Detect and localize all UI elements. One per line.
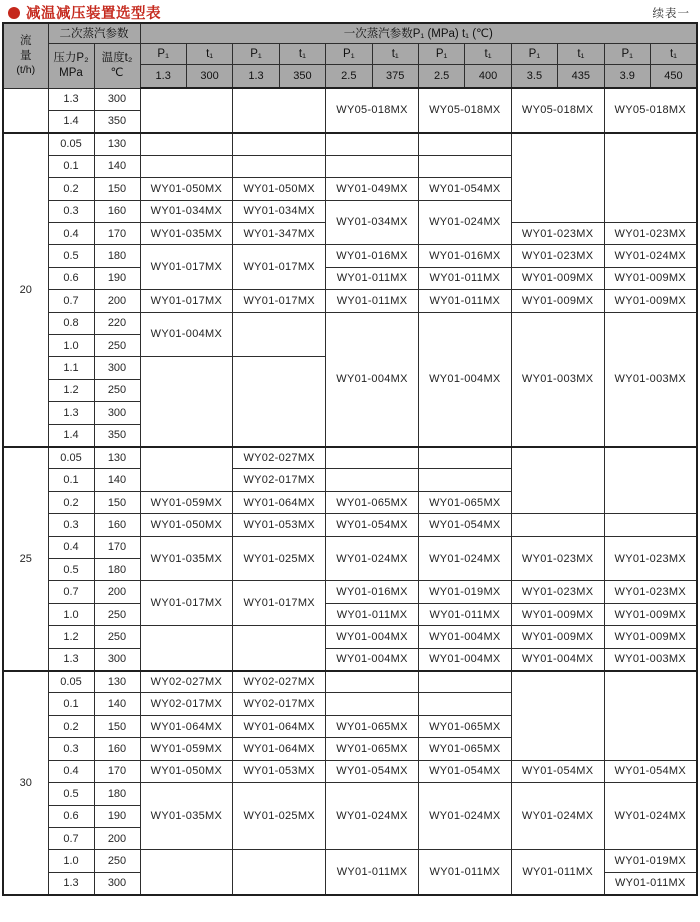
pt-label-cell: P₁	[418, 43, 464, 64]
model-cell: WY01-017MX	[140, 290, 233, 312]
flow-header-cell	[3, 23, 48, 88]
pressure-value-cell: 0.6	[48, 805, 94, 827]
empty-cell	[418, 447, 511, 469]
pressure-value-cell: 0.5	[48, 245, 94, 267]
temperature-value-cell: 250	[94, 850, 140, 872]
pressure-value-cell: 0.05	[48, 447, 94, 469]
table-row	[3, 536, 697, 558]
pressure-value-cell: 1.2	[48, 626, 94, 648]
model-cell: WY01-023MX	[511, 536, 604, 581]
model-cell: WY01-009MX	[511, 626, 604, 648]
model-cell: WY01-009MX	[604, 603, 697, 625]
page-title: 减温减压装置选型表	[26, 6, 161, 22]
primary-value-cell: 3.9	[604, 64, 650, 88]
empty-cell	[511, 514, 604, 536]
pressure-value-cell: 0.5	[48, 783, 94, 805]
pt-label-cell: P₁	[326, 43, 372, 64]
table-header	[3, 23, 697, 88]
pressure-label: 压力P₂	[53, 52, 89, 65]
model-cell: WY01-034MX	[326, 200, 419, 245]
model-cell: WY01-011MX	[418, 290, 511, 312]
temperature-value-cell: 300	[94, 357, 140, 379]
model-cell: WY01-035MX	[140, 783, 233, 850]
model-cell: WY01-011MX	[418, 850, 511, 895]
temperature-value-cell: 190	[94, 805, 140, 827]
model-cell: WY01-004MX	[418, 312, 511, 446]
pressure-value-cell: 1.0	[48, 334, 94, 356]
model-cell: WY01-050MX	[140, 760, 233, 782]
model-cell: WY02-027MX	[140, 671, 233, 693]
primary-value-cell: 2.5	[326, 64, 372, 88]
model-cell: WY01-004MX	[418, 626, 511, 648]
model-cell: WY01-009MX	[604, 626, 697, 648]
table-row	[3, 850, 697, 872]
empty-cell	[233, 357, 326, 447]
temperature-value-cell: 160	[94, 514, 140, 536]
empty-cell	[233, 312, 326, 357]
primary-value-cell: 2.5	[418, 64, 464, 88]
empty-cell	[511, 447, 604, 514]
primary-value-cell: 1.3	[140, 64, 186, 88]
empty-cell	[604, 514, 697, 536]
model-cell: WY01-004MX	[326, 648, 419, 670]
model-cell: WY01-011MX	[418, 267, 511, 289]
secondary-temperature-header	[94, 43, 140, 88]
empty-cell	[233, 133, 326, 155]
temperature-value-cell: 250	[94, 626, 140, 648]
model-cell: WY01-064MX	[233, 715, 326, 737]
pressure-value-cell: 0.1	[48, 155, 94, 177]
model-cell: WY05-018MX	[511, 88, 604, 133]
temperature-label: 温度t₂	[101, 52, 133, 65]
table-row	[3, 290, 697, 312]
model-cell: WY01-011MX	[511, 850, 604, 895]
pressure-value-cell: 0.3	[48, 738, 94, 760]
table-row	[3, 447, 697, 469]
model-cell: WY01-023MX	[511, 245, 604, 267]
table-row	[3, 581, 697, 603]
empty-cell	[418, 469, 511, 491]
primary-value-cell: 3.5	[511, 64, 557, 88]
model-cell: WY01-059MX	[140, 491, 233, 513]
empty-cell	[418, 155, 511, 177]
temperature-value-cell: 130	[94, 133, 140, 155]
model-cell: WY05-018MX	[418, 88, 511, 133]
model-cell: WY01-024MX	[604, 245, 697, 267]
pressure-unit: MPa	[59, 66, 83, 79]
temperature-value-cell: 350	[94, 110, 140, 132]
temperature-value-cell: 170	[94, 536, 140, 558]
model-cell: WY01-017MX	[233, 245, 326, 290]
temperature-value-cell: 140	[94, 155, 140, 177]
model-cell: WY01-011MX	[326, 290, 419, 312]
model-cell: WY01-023MX	[511, 222, 604, 244]
empty-cell	[326, 133, 419, 155]
model-cell: WY01-023MX	[604, 536, 697, 581]
model-cell: WY01-017MX	[233, 581, 326, 626]
pressure-value-cell: 0.05	[48, 133, 94, 155]
pressure-value-cell: 1.4	[48, 110, 94, 132]
pressure-value-cell: 0.3	[48, 514, 94, 536]
empty-cell	[140, 155, 233, 177]
model-cell: WY01-016MX	[326, 581, 419, 603]
primary-value-cell: 1.3	[233, 64, 279, 88]
model-cell: WY01-054MX	[418, 760, 511, 782]
model-cell: WY01-009MX	[511, 290, 604, 312]
bullet-icon	[8, 7, 20, 19]
model-cell: WY01-011MX	[326, 267, 419, 289]
top-bar	[0, 0, 700, 22]
empty-cell	[140, 357, 233, 447]
model-cell: WY01-059MX	[140, 738, 233, 760]
pressure-value-cell: 0.1	[48, 693, 94, 715]
temperature-value-cell: 350	[94, 424, 140, 446]
model-cell: WY01-004MX	[140, 312, 233, 357]
model-cell: WY05-018MX	[604, 88, 697, 133]
model-cell: WY01-053MX	[233, 760, 326, 782]
table-row	[3, 245, 697, 267]
temperature-value-cell: 160	[94, 200, 140, 222]
temperature-value-cell: 180	[94, 559, 140, 581]
temperature-value-cell: 170	[94, 760, 140, 782]
pt-label-cell: P₁	[511, 43, 557, 64]
table-row	[3, 783, 697, 805]
model-cell: WY01-049MX	[326, 178, 419, 200]
model-cell: WY01-017MX	[140, 245, 233, 290]
empty-cell	[140, 447, 233, 492]
pressure-value-cell: 0.8	[48, 312, 94, 334]
model-cell: WY01-064MX	[233, 491, 326, 513]
model-cell: WY01-065MX	[326, 715, 419, 737]
flow-rate-cell: 25	[3, 447, 48, 671]
table-row	[3, 760, 697, 782]
title-wrap	[8, 2, 161, 23]
model-cell: WY01-004MX	[418, 648, 511, 670]
pressure-value-cell: 0.05	[48, 671, 94, 693]
model-cell: WY01-003MX	[604, 312, 697, 446]
model-cell: WY01-025MX	[233, 536, 326, 581]
model-cell: WY01-003MX	[604, 648, 697, 670]
model-cell: WY01-017MX	[140, 581, 233, 626]
pressure-value-cell: 0.2	[48, 178, 94, 200]
pressure-value-cell: 0.7	[48, 581, 94, 603]
temperature-value-cell: 150	[94, 178, 140, 200]
temperature-value-cell: 250	[94, 603, 140, 625]
pressure-value-cell: 1.3	[48, 88, 94, 110]
temperature-value-cell: 130	[94, 447, 140, 469]
empty-cell	[233, 850, 326, 895]
model-cell: WY01-024MX	[604, 783, 697, 850]
temperature-value-cell: 140	[94, 469, 140, 491]
table-row	[3, 514, 697, 536]
model-cell: WY01-019MX	[604, 850, 697, 872]
table-row	[3, 671, 697, 693]
empty-cell	[233, 155, 326, 177]
pressure-value-cell: 0.2	[48, 715, 94, 737]
model-cell: WY01-054MX	[418, 178, 511, 200]
pt-label-cell: t₁	[372, 43, 418, 64]
empty-cell	[418, 671, 511, 693]
empty-cell	[511, 133, 604, 223]
pressure-value-cell: 0.1	[48, 469, 94, 491]
temperature-value-cell: 300	[94, 88, 140, 110]
pressure-value-cell: 1.0	[48, 603, 94, 625]
flow-rate-cell: 20	[3, 133, 48, 447]
temperature-value-cell: 190	[94, 267, 140, 289]
model-cell: WY01-023MX	[604, 581, 697, 603]
model-cell: WY01-024MX	[326, 536, 419, 581]
model-cell: WY01-050MX	[233, 178, 326, 200]
empty-cell	[233, 626, 326, 671]
model-cell: WY01-064MX	[233, 738, 326, 760]
model-cell: WY01-019MX	[418, 581, 511, 603]
secondary-pressure-header	[48, 43, 94, 88]
pressure-value-cell: 0.7	[48, 290, 94, 312]
temperature-value-cell: 300	[94, 872, 140, 895]
model-cell: WY01-011MX	[604, 872, 697, 895]
model-cell: WY01-024MX	[326, 783, 419, 850]
temperature-unit: ℃	[110, 66, 124, 79]
temperature-value-cell: 300	[94, 402, 140, 424]
pressure-value-cell: 1.2	[48, 379, 94, 401]
primary-value-cell: 350	[279, 64, 325, 88]
model-cell: WY01-050MX	[140, 178, 233, 200]
pt-label-cell: t₁	[186, 43, 232, 64]
pressure-value-cell: 0.6	[48, 267, 94, 289]
temperature-value-cell: 150	[94, 715, 140, 737]
model-cell: WY02-027MX	[233, 447, 326, 469]
model-cell: WY01-024MX	[418, 783, 511, 850]
model-cell: WY01-009MX	[511, 603, 604, 625]
model-cell: WY05-018MX	[326, 88, 419, 133]
temperature-value-cell: 200	[94, 581, 140, 603]
pt-label-cell: P₁	[140, 43, 186, 64]
empty-cell	[233, 88, 326, 133]
empty-cell	[604, 133, 697, 223]
empty-cell	[511, 671, 604, 761]
secondary-params-header: 二次蒸汽参数	[48, 23, 140, 43]
model-cell: WY01-034MX	[233, 200, 326, 222]
model-cell: WY01-065MX	[326, 738, 419, 760]
pressure-value-cell: 1.3	[48, 648, 94, 670]
table-body	[3, 88, 697, 895]
pressure-value-cell: 0.5	[48, 559, 94, 581]
selection-table	[2, 22, 698, 896]
table-row	[3, 88, 697, 110]
temperature-value-cell: 250	[94, 334, 140, 356]
primary-value-cell: 450	[650, 64, 697, 88]
empty-cell	[140, 850, 233, 895]
model-cell: WY02-017MX	[233, 469, 326, 491]
model-cell: WY01-035MX	[140, 222, 233, 244]
model-cell: WY01-003MX	[511, 312, 604, 446]
model-cell: WY01-023MX	[604, 222, 697, 244]
temperature-value-cell: 150	[94, 491, 140, 513]
table-row	[3, 626, 697, 648]
temperature-value-cell: 170	[94, 222, 140, 244]
empty-cell	[604, 671, 697, 761]
model-cell: WY02-017MX	[140, 693, 233, 715]
primary-params-header: 一次蒸汽参数P₁ (MPa) t₁ (℃)	[140, 23, 697, 43]
temperature-value-cell: 130	[94, 671, 140, 693]
empty-cell	[418, 693, 511, 715]
empty-cell	[140, 626, 233, 671]
model-cell: WY01-009MX	[511, 267, 604, 289]
pressure-value-cell: 1.1	[48, 357, 94, 379]
pt-label-cell: P₁	[233, 43, 279, 64]
model-cell: WY01-023MX	[511, 581, 604, 603]
model-cell: WY02-027MX	[233, 671, 326, 693]
empty-cell	[326, 469, 419, 491]
pt-label-cell: t₁	[279, 43, 325, 64]
model-cell: WY01-011MX	[418, 603, 511, 625]
primary-value-cell: 375	[372, 64, 418, 88]
model-cell: WY01-034MX	[140, 200, 233, 222]
model-cell: WY01-004MX	[326, 312, 419, 446]
pressure-value-cell: 0.3	[48, 200, 94, 222]
pressure-value-cell: 1.4	[48, 424, 94, 446]
pt-label-cell: P₁	[604, 43, 650, 64]
pressure-value-cell: 1.0	[48, 850, 94, 872]
model-cell: WY01-017MX	[233, 290, 326, 312]
model-cell: WY01-004MX	[326, 626, 419, 648]
temperature-value-cell: 250	[94, 379, 140, 401]
model-cell: WY01-016MX	[326, 245, 419, 267]
model-cell: WY01-035MX	[140, 536, 233, 581]
temperature-value-cell: 200	[94, 827, 140, 849]
model-cell: WY01-065MX	[418, 738, 511, 760]
empty-cell	[140, 88, 233, 133]
model-cell: WY01-053MX	[233, 514, 326, 536]
model-cell: WY01-347MX	[233, 222, 326, 244]
empty-cell	[326, 671, 419, 693]
model-cell: WY01-016MX	[418, 245, 511, 267]
flow-header-line: (t/h)	[16, 63, 36, 76]
temperature-value-cell: 180	[94, 245, 140, 267]
model-cell: WY01-054MX	[418, 514, 511, 536]
flow-rate-cell: 30	[3, 671, 48, 895]
continued-label: 续表一	[652, 7, 690, 20]
model-cell: WY01-025MX	[233, 783, 326, 850]
model-cell: WY01-004MX	[511, 648, 604, 670]
empty-cell	[418, 133, 511, 155]
model-cell: WY01-024MX	[511, 783, 604, 850]
model-cell: WY01-011MX	[326, 603, 419, 625]
pressure-value-cell: 0.4	[48, 536, 94, 558]
table-row	[3, 648, 697, 670]
pressure-value-cell: 0.4	[48, 760, 94, 782]
model-cell: WY01-065MX	[326, 491, 419, 513]
temperature-value-cell: 160	[94, 738, 140, 760]
model-cell: WY01-065MX	[418, 491, 511, 513]
primary-value-cell: 300	[186, 64, 232, 88]
temperature-value-cell: 180	[94, 783, 140, 805]
model-cell: WY01-064MX	[140, 715, 233, 737]
table-row	[3, 312, 697, 334]
empty-cell	[326, 447, 419, 469]
pressure-value-cell: 0.7	[48, 827, 94, 849]
model-cell: WY01-024MX	[418, 536, 511, 581]
temperature-value-cell: 220	[94, 312, 140, 334]
model-cell: WY01-065MX	[418, 715, 511, 737]
model-cell: WY02-017MX	[233, 693, 326, 715]
pt-label-cell: t₁	[650, 43, 697, 64]
primary-value-cell: 435	[558, 64, 604, 88]
temperature-value-cell: 300	[94, 648, 140, 670]
model-cell: WY01-054MX	[326, 514, 419, 536]
pressure-value-cell: 0.4	[48, 222, 94, 244]
model-cell: WY01-054MX	[604, 760, 697, 782]
pressure-value-cell: 1.3	[48, 872, 94, 895]
flow-header-line: 量	[20, 49, 32, 62]
model-cell: WY01-009MX	[604, 267, 697, 289]
pressure-value-cell: 1.3	[48, 402, 94, 424]
flow-rate-cell	[3, 88, 48, 133]
model-cell: WY01-054MX	[511, 760, 604, 782]
empty-cell	[140, 133, 233, 155]
empty-cell	[326, 155, 419, 177]
temperature-value-cell: 140	[94, 693, 140, 715]
model-cell: WY01-050MX	[140, 514, 233, 536]
model-cell: WY01-024MX	[418, 200, 511, 245]
model-cell: WY01-054MX	[326, 760, 419, 782]
model-cell: WY01-011MX	[326, 850, 419, 895]
pt-label-cell: t₁	[465, 43, 511, 64]
table-row	[3, 267, 697, 289]
pressure-value-cell: 0.2	[48, 491, 94, 513]
flow-header-line: 流	[20, 34, 32, 47]
temperature-value-cell: 200	[94, 290, 140, 312]
table-row	[3, 133, 697, 155]
primary-value-cell: 400	[465, 64, 511, 88]
model-cell: WY01-009MX	[604, 290, 697, 312]
empty-cell	[326, 693, 419, 715]
table-row	[3, 603, 697, 625]
empty-cell	[604, 447, 697, 514]
pt-label-cell: t₁	[558, 43, 604, 64]
